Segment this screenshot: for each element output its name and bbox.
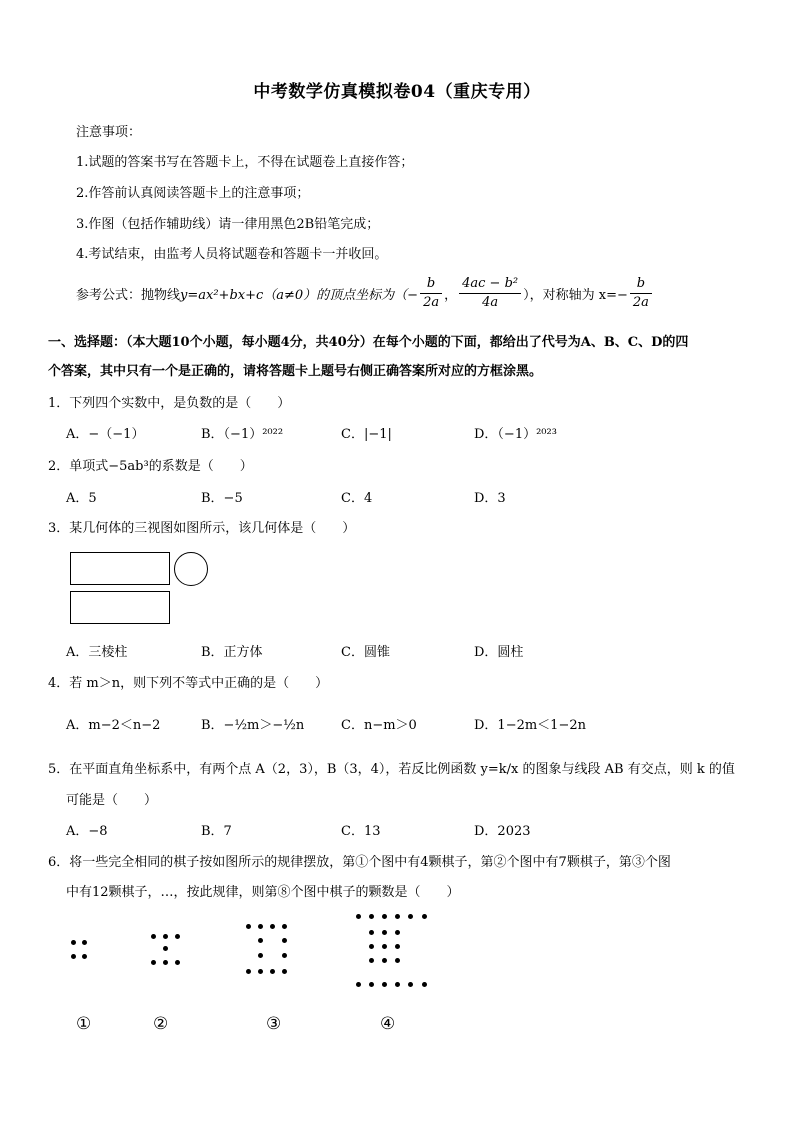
question-2-stem: 2．单项式−5ab³的系数是（ ） xyxy=(48,459,253,474)
chess-piece-dot xyxy=(395,982,400,987)
figure-label-1: ① xyxy=(76,1014,92,1034)
front-view-rectangle xyxy=(70,552,170,585)
page-title: 中考数学仿真模拟卷04（重庆专用） xyxy=(253,82,541,102)
chess-piece-dot xyxy=(71,940,76,945)
question-1-option-b: B．（−1）²⁰²² xyxy=(201,427,284,442)
chess-piece-dot xyxy=(395,958,400,963)
fraction-numerator: b xyxy=(420,275,442,294)
question-6-stem-line1: 6．将一些完全相同的棋子按如图所示的规律摆放，第①个图中有4颗棋子，第②个图中有7颗棋子，第③个图 xyxy=(48,855,671,870)
question-3-stem: 3．某几何体的三视图如图所示，该几何体是（ ） xyxy=(48,521,356,536)
notes-item-1: 1.试题的答案书写在答题卡上，不得在试题卷上直接作答； xyxy=(76,155,414,170)
vertex-x-fraction xyxy=(420,275,442,312)
chess-piece-dot xyxy=(71,954,76,959)
chess-piece-dot xyxy=(175,960,180,965)
figure-label-3: ③ xyxy=(266,1014,282,1034)
reference-formula xyxy=(76,275,654,312)
chess-piece-dot xyxy=(382,958,387,963)
fraction-denominator: 2a xyxy=(632,295,649,310)
question-5-option-c: C．13 xyxy=(341,824,381,839)
question-4-option-d: D．1−2m＜1−2n xyxy=(474,718,586,733)
section-heading-line1: 一、选择题：（本大题10个小题，每小题4分，共40分）在每个小题的下面，都给出了代号为A、B、C、D的四 xyxy=(48,335,689,350)
chess-piece-dot xyxy=(151,960,156,965)
section-heading-line2: 个答案，其中只有一个是正确的，请将答题卡上题号右侧正确答案所对应的方框涂黑。 xyxy=(48,364,543,379)
question-3-option-c: C．圆锥 xyxy=(341,645,390,660)
chess-piece-dot xyxy=(408,982,413,987)
question-3-option-a: A．三棱柱 xyxy=(66,645,128,660)
chess-piece-dot xyxy=(270,969,275,974)
chess-piece-dot xyxy=(422,982,427,987)
chess-piece-dot xyxy=(395,944,400,949)
axis-fraction xyxy=(630,275,652,312)
chess-piece-dot xyxy=(163,960,168,965)
chess-piece-dot xyxy=(382,914,387,919)
question-4-option-a: A．m−2＜n−2 xyxy=(66,718,161,733)
question-4-option-b: B．−½m＞−½n xyxy=(201,718,305,733)
question-5-stem-line1: 5．在平面直角坐标系中，有两个点 A（2，3），B（3，4），若反比例函数 y=k/x 的图象与线段 AB 有交点，则 k 的值 xyxy=(48,762,735,777)
chess-piece-dot xyxy=(258,924,263,929)
chess-piece-dot xyxy=(356,914,361,919)
chess-piece-dot xyxy=(369,914,374,919)
chess-piece-dot xyxy=(282,924,287,929)
chess-piece-dot xyxy=(270,924,275,929)
chess-piece-dot xyxy=(395,914,400,919)
chess-piece-dot xyxy=(422,914,427,919)
question-1-stem: 1．下列四个实数中，是负数的是（ ） xyxy=(48,396,291,411)
question-6-stem-line2: 中有12颗棋子，…，按此规律，则第⑧个图中棋子的颗数是（ ） xyxy=(66,885,460,900)
chess-piece-dot xyxy=(246,924,251,929)
question-2-option-d: D．3 xyxy=(474,491,506,506)
chess-piece-dot xyxy=(382,982,387,987)
figure-label-4: ④ xyxy=(380,1014,396,1034)
question-5-option-a: A．−8 xyxy=(66,824,108,839)
fraction-denominator: 4a xyxy=(482,295,499,310)
question-5-stem-line2: 可能是（ ） xyxy=(66,793,158,808)
chess-piece-dot xyxy=(369,930,374,935)
chess-piece-dot xyxy=(356,982,361,987)
reference-comma: ， xyxy=(444,288,458,303)
chess-piece-dot xyxy=(282,938,287,943)
question-3-option-b: B．正方体 xyxy=(201,645,263,660)
notes-item-2: 2.作答前认真阅读答题卡上的注意事项； xyxy=(76,186,310,201)
chess-piece-dot xyxy=(408,914,413,919)
chess-piece-dot xyxy=(282,953,287,958)
question-2-option-b: B．−5 xyxy=(201,491,243,506)
question-1-option-c: C．|−1| xyxy=(341,427,392,442)
notes-heading: 注意事项： xyxy=(76,125,142,140)
chess-piece-dot xyxy=(82,954,87,959)
reference-prefix: 参考公式：抛物线 xyxy=(76,288,181,303)
chess-piece-dot xyxy=(258,938,263,943)
question-3-option-d: D．圆柱 xyxy=(474,645,524,660)
chess-piece-dot xyxy=(258,969,263,974)
notes-item-3: 3.作图（包括作辅助线）请一律用黑色2B铅笔完成； xyxy=(76,217,380,232)
vertex-y-fraction xyxy=(459,275,521,312)
question-1-option-d: D．（−1）²⁰²³ xyxy=(474,427,557,442)
side-view-rectangle xyxy=(70,591,170,624)
question-1-option-a: A．−（−1） xyxy=(66,427,145,442)
reference-formula-text: y=ax²+bx+c（a≠0）的顶点坐标为（− xyxy=(180,288,419,303)
question-5-option-b: B．7 xyxy=(201,824,232,839)
question-4-option-c: C．n−m＞0 xyxy=(341,718,417,733)
chess-piece-dot xyxy=(258,953,263,958)
chess-piece-dot xyxy=(175,934,180,939)
chess-piece-dot xyxy=(369,958,374,963)
question-4-stem: 4．若 m＞n，则下列不等式中正确的是（ ） xyxy=(48,676,329,691)
fraction-numerator: b xyxy=(630,275,652,294)
top-view-circle xyxy=(174,552,208,586)
chess-piece-dot xyxy=(163,934,168,939)
chess-piece-dot xyxy=(282,969,287,974)
notes-item-4: 4.考试结束，由监考人员将试题卷和答题卡一并收回。 xyxy=(76,247,388,262)
fraction-numerator: 4ac − b² xyxy=(459,275,521,294)
fraction-denominator: 2a xyxy=(423,295,440,310)
chess-piece-dot xyxy=(369,944,374,949)
chess-piece-dot xyxy=(382,944,387,949)
question-5-option-d: D．2023 xyxy=(474,824,531,839)
chess-piece-dot xyxy=(163,946,168,951)
chess-piece-dot xyxy=(151,934,156,939)
chess-piece-dot xyxy=(395,930,400,935)
chess-piece-dot xyxy=(382,930,387,935)
question-2-option-a: A．5 xyxy=(66,491,97,506)
question-2-option-c: C．4 xyxy=(341,491,373,506)
reference-axis-text: ），对称轴为 x=− xyxy=(523,288,628,303)
chess-piece-dot xyxy=(82,940,87,945)
figure-label-2: ② xyxy=(153,1014,169,1034)
chess-piece-dot xyxy=(246,969,251,974)
chess-piece-dot xyxy=(369,982,374,987)
